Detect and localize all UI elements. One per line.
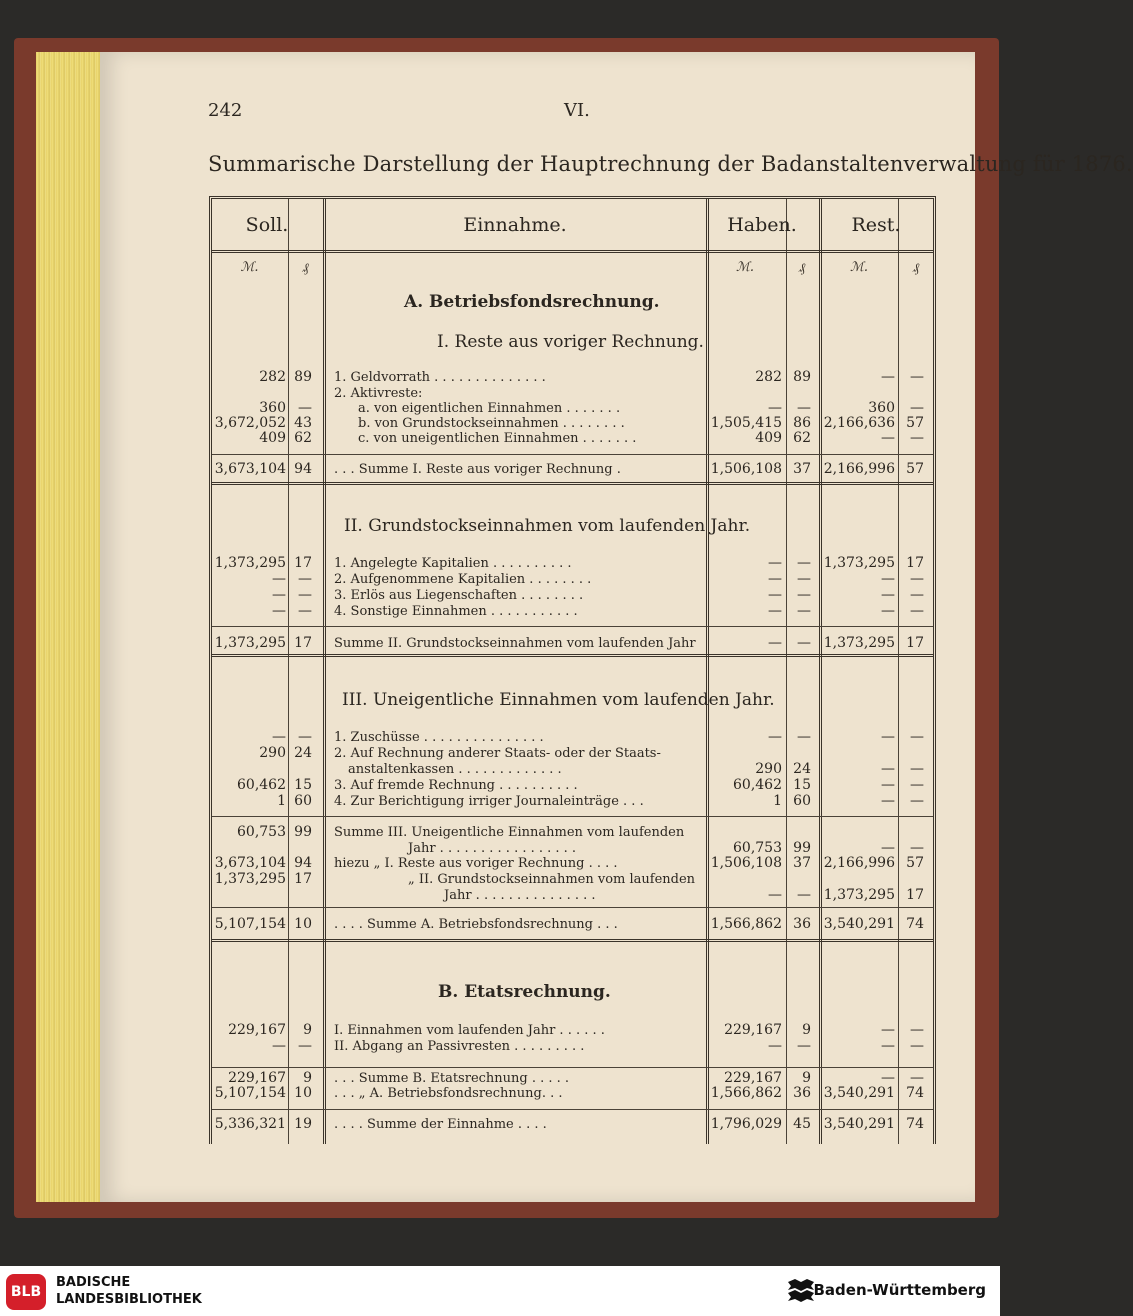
rest-mark-cell: 3,540,291 [823,916,895,932]
state-name[interactable]: Baden-Württemberg [813,1281,986,1299]
row-description: 4. Sonstige Einnahmen . . . . . . . . . . . [334,604,578,619]
soll-pf-cell: 17 [294,635,312,651]
rest-mark-cell: — [881,1038,895,1054]
row-description: 2. Aufgenommene Kapitalien . . . . . . . . [334,572,592,587]
soll-mark-cell: 1,373,295 [214,635,286,651]
rest-mark-cell: 1,373,295 [823,887,895,903]
soll-mark-cell: 60,462 [237,777,286,793]
rest-mark-cell: — [881,840,895,856]
soll-mark-cell: 409 [259,430,286,446]
rest-pf-cell: 57 [906,461,924,477]
haben-mark-cell: 60,462 [733,777,782,793]
row-description: . . . „ A. Betriebsfondsrechnung. . . [334,1086,563,1101]
row-description: . . . Summe I. Reste aus voriger Rechnung . [334,462,621,477]
soll-mark-cell: 1 [277,793,286,809]
soll-mark-cell: 360 [259,400,286,416]
soll-mark-cell: 290 [259,745,286,761]
row-description: Summe II. Grundstockseinnahmen vom laufenden Jahr [334,636,696,651]
haben-pf-cell: — [797,555,811,571]
soll-pf-cell: 60 [294,793,312,809]
rest-mark-cell: — [881,793,895,809]
haben-mark-cell: — [768,635,782,651]
rest-pf-cell: 57 [906,415,924,431]
soll-mark-cell: 3,673,104 [214,855,286,871]
unit-mark-haben: ℳ. [735,260,755,275]
haben-mark-cell: — [768,571,782,587]
haben-mark-cell: — [768,729,782,745]
haben-mark-cell: 409 [755,430,782,446]
soll-pf-cell: 17 [294,871,312,887]
soll-pf-cell: 9 [303,1070,312,1086]
unit-mark-soll: ℳ. [240,260,259,275]
rest-mark-cell: — [881,587,895,603]
blb-logo[interactable]: BLB [6,1274,46,1310]
soll-pf-cell: 43 [294,415,312,431]
footer-bar [0,1266,1000,1316]
rest-mark-cell: — [881,1022,895,1038]
column-header-einnahme: Einnahme. [463,214,567,236]
soll-pf-cell: — [298,571,312,587]
section-title-a: A. Betriebsfondsrechnung. [404,292,660,312]
rest-mark-cell: — [881,1070,895,1086]
rest-pf-cell: 17 [906,887,924,903]
library-name-line2: LANDESBIBLIOTHEK [56,1292,202,1307]
rest-pf-cell: — [910,793,924,809]
soll-pf-cell: 99 [294,824,312,840]
rest-pf-cell: — [910,761,924,777]
section-title-a-iii: III. Uneigentliche Einnahmen vom laufenden Jahr. [342,690,775,710]
haben-mark-cell: — [768,400,782,416]
haben-mark-cell: 290 [755,761,782,777]
soll-mark-cell: — [272,1038,286,1054]
soll-mark-cell: 5,107,154 [214,916,286,932]
row-description: 1. Angelegte Kapitalien . . . . . . . . . . [334,556,572,571]
rest-mark-cell: — [881,603,895,619]
row-description: 1. Zuschüsse . . . . . . . . . . . . . . . [334,730,544,745]
rest-pf-cell: 17 [906,555,924,571]
haben-mark-cell: 1,506,108 [710,461,782,477]
soll-pf-cell: 10 [294,1085,312,1101]
soll-pf-cell: 10 [294,916,312,932]
rest-mark-cell: 2,166,996 [823,461,895,477]
haben-pf-cell: 89 [793,369,811,385]
haben-pf-cell: 62 [793,430,811,446]
row-description: 1. Geldvorrath . . . . . . . . . . . . . . [334,370,546,385]
row-description: 3. Auf fremde Rechnung . . . . . . . . . . [334,778,578,793]
soll-mark-cell: 282 [259,369,286,385]
soll-pf-cell: 94 [294,855,312,871]
page-number: 242 [208,100,243,121]
haben-mark-cell: — [768,603,782,619]
rest-pf-cell: — [910,400,924,416]
column-header-soll: Soll. [245,214,289,236]
soll-mark-cell: 3,673,104 [214,461,286,477]
haben-pf-cell: 45 [793,1116,811,1132]
haben-pf-cell: 60 [793,793,811,809]
row-description: . . . . Summe der Einnahme . . . . [334,1117,547,1132]
rest-pf-cell: — [910,729,924,745]
section-title-a-ii: II. Grundstockseinnahmen vom laufenden Jahr. [344,516,751,536]
row-description: . . . Summe B. Etatsrechnung . . . . . [334,1071,570,1086]
soll-pf-cell: — [298,603,312,619]
haben-pf-cell: — [797,1038,811,1054]
unit-pf-soll: ₰ [302,261,309,276]
row-description: . . . . Summe A. Betriebsfondsrechnung . . . [334,917,618,932]
rest-pf-cell: — [910,777,924,793]
soll-mark-cell: 1,373,295 [214,871,286,887]
row-description: Jahr . . . . . . . . . . . . . . . . . [408,841,577,856]
rest-mark-cell: 2,166,996 [823,855,895,871]
library-name [56,1274,202,1308]
section-mark: VI. [564,100,590,121]
soll-mark-cell: 3,672,052 [214,415,286,431]
haben-mark-cell: — [768,555,782,571]
row-description: II. Abgang an Passivresten . . . . . . . . . [334,1039,585,1054]
haben-mark-cell: 229,167 [724,1070,782,1086]
haben-pf-cell: — [797,400,811,416]
soll-pf-cell: 24 [294,745,312,761]
soll-pf-cell: — [298,400,312,416]
unit-mark-rest: ℳ. [849,260,869,275]
soll-mark-cell: 229,167 [228,1070,286,1086]
haben-pf-cell: 36 [793,916,811,932]
soll-mark-cell: — [272,571,286,587]
soll-mark-cell: — [272,729,286,745]
page-header [208,100,938,124]
haben-mark-cell: 1,505,415 [710,415,782,431]
section-title-a-i: I. Reste aus voriger Rechnung. [437,332,704,352]
rest-mark-cell: — [881,430,895,446]
haben-pf-cell: — [797,571,811,587]
haben-pf-cell: — [797,603,811,619]
row-description: 4. Zur Berichtigung irriger Journaleinträge . . . [334,794,644,809]
haben-pf-cell: 36 [793,1085,811,1101]
soll-mark-cell: 229,167 [228,1022,286,1038]
haben-mark-cell: 1,506,108 [710,855,782,871]
row-description: 2. Auf Rechnung anderer Staats- oder der Staats- [334,746,661,761]
haben-mark-cell: — [768,587,782,603]
row-description: Jahr . . . . . . . . . . . . . . . [444,888,596,903]
rest-mark-cell: — [881,369,895,385]
unit-pf-rest: ₰ [912,261,920,276]
haben-pf-cell: 9 [802,1070,811,1086]
rest-mark-cell: 3,540,291 [823,1116,895,1132]
soll-pf-cell: 62 [294,430,312,446]
soll-pf-cell: 19 [294,1116,312,1132]
haben-mark-cell: 1,796,029 [710,1116,782,1132]
haben-mark-cell: — [768,887,782,903]
soll-mark-cell: 60,753 [237,824,286,840]
row-description: a. von eigentlichen Einnahmen . . . . . . . [358,401,621,416]
soll-pf-cell: 17 [294,555,312,571]
soll-pf-cell: — [298,587,312,603]
rest-mark-cell: 1,373,295 [823,555,895,571]
rest-pf-cell: — [910,1038,924,1054]
rest-pf-cell: — [910,571,924,587]
haben-pf-cell: 99 [793,840,811,856]
haben-pf-cell: 24 [793,761,811,777]
soll-mark-cell: 1,373,295 [214,555,286,571]
rest-mark-cell: 360 [868,400,895,416]
page-title: Summarische Darstellung der Hauptrechnung der Badanstaltenverwaltung für 1876. [208,152,1133,176]
rest-pf-cell: 57 [906,855,924,871]
haben-pf-cell: 37 [793,461,811,477]
rest-pf-cell: 74 [906,916,924,932]
haben-pf-cell: 9 [802,1022,811,1038]
column-header-rest: Rest. [851,214,901,236]
row-description: 2. Aktivreste: [334,386,423,401]
rest-pf-cell: 74 [906,1116,924,1132]
haben-mark-cell: — [768,1038,782,1054]
haben-pf-cell: 37 [793,855,811,871]
soll-pf-cell: 9 [303,1022,312,1038]
soll-pf-cell: — [298,1038,312,1054]
soll-mark-cell: — [272,603,286,619]
soll-mark-cell: — [272,587,286,603]
haben-pf-cell: — [797,729,811,745]
haben-mark-cell: 1,566,862 [710,1085,782,1101]
rest-mark-cell: — [881,571,895,587]
row-description: I. Einnahmen vom laufenden Jahr . . . . . . [334,1023,605,1038]
rest-mark-cell: — [881,777,895,793]
haben-mark-cell: 1,566,862 [710,916,782,932]
rest-pf-cell: — [910,369,924,385]
unit-pf-haben: ₰ [798,261,806,276]
haben-pf-cell: — [797,587,811,603]
library-name-line1: BADISCHE [56,1275,131,1290]
rest-pf-cell: — [910,430,924,446]
soll-pf-cell: 15 [294,777,312,793]
column-header-haben: Haben. [727,214,797,236]
soll-mark-cell: 5,107,154 [214,1085,286,1101]
rest-mark-cell: 3,540,291 [823,1085,895,1101]
soll-pf-cell: 89 [294,369,312,385]
soll-mark-cell: 5,336,321 [214,1116,286,1132]
section-title-b: B. Etatsrechnung. [438,982,611,1002]
rest-mark-cell: — [881,761,895,777]
row-description: b. von Grundstockseinnahmen . . . . . . . . [358,416,625,431]
soll-pf-cell: — [298,729,312,745]
haben-mark-cell: 60,753 [733,840,782,856]
rest-mark-cell: 1,373,295 [823,635,895,651]
rest-pf-cell: — [910,587,924,603]
haben-mark-cell: 229,167 [724,1022,782,1038]
row-description: c. von uneigentlichen Einnahmen . . . . . . . [358,431,637,446]
row-description: Summe III. Uneigentliche Einnahmen vom laufenden [334,825,685,840]
soll-pf-cell: 94 [294,461,312,477]
rest-pf-cell: — [910,840,924,856]
haben-mark-cell: 282 [755,369,782,385]
haben-mark-cell: 1 [773,793,782,809]
haben-pf-cell: 86 [793,415,811,431]
rest-pf-cell: — [910,1022,924,1038]
row-description: 3. Erlös aus Liegenschaften . . . . . . . . [334,588,584,603]
rest-pf-cell: 74 [906,1085,924,1101]
rest-mark-cell: — [881,729,895,745]
haben-pf-cell: 15 [793,777,811,793]
coat-of-arms-icon [785,1276,817,1306]
row-description: anstaltenkassen . . . . . . . . . . . . . [348,762,562,777]
rest-mark-cell: 2,166,636 [823,415,895,431]
rest-pf-cell: 17 [906,635,924,651]
row-description: hiezu „ I. Reste aus voriger Rechnung . . . . [334,856,618,871]
row-description: „ II. Grundstockseinnahmen vom laufenden [408,872,696,887]
haben-pf-cell: — [797,635,811,651]
rest-pf-cell: — [910,1070,924,1086]
haben-pf-cell: — [797,887,811,903]
rest-pf-cell: — [910,603,924,619]
